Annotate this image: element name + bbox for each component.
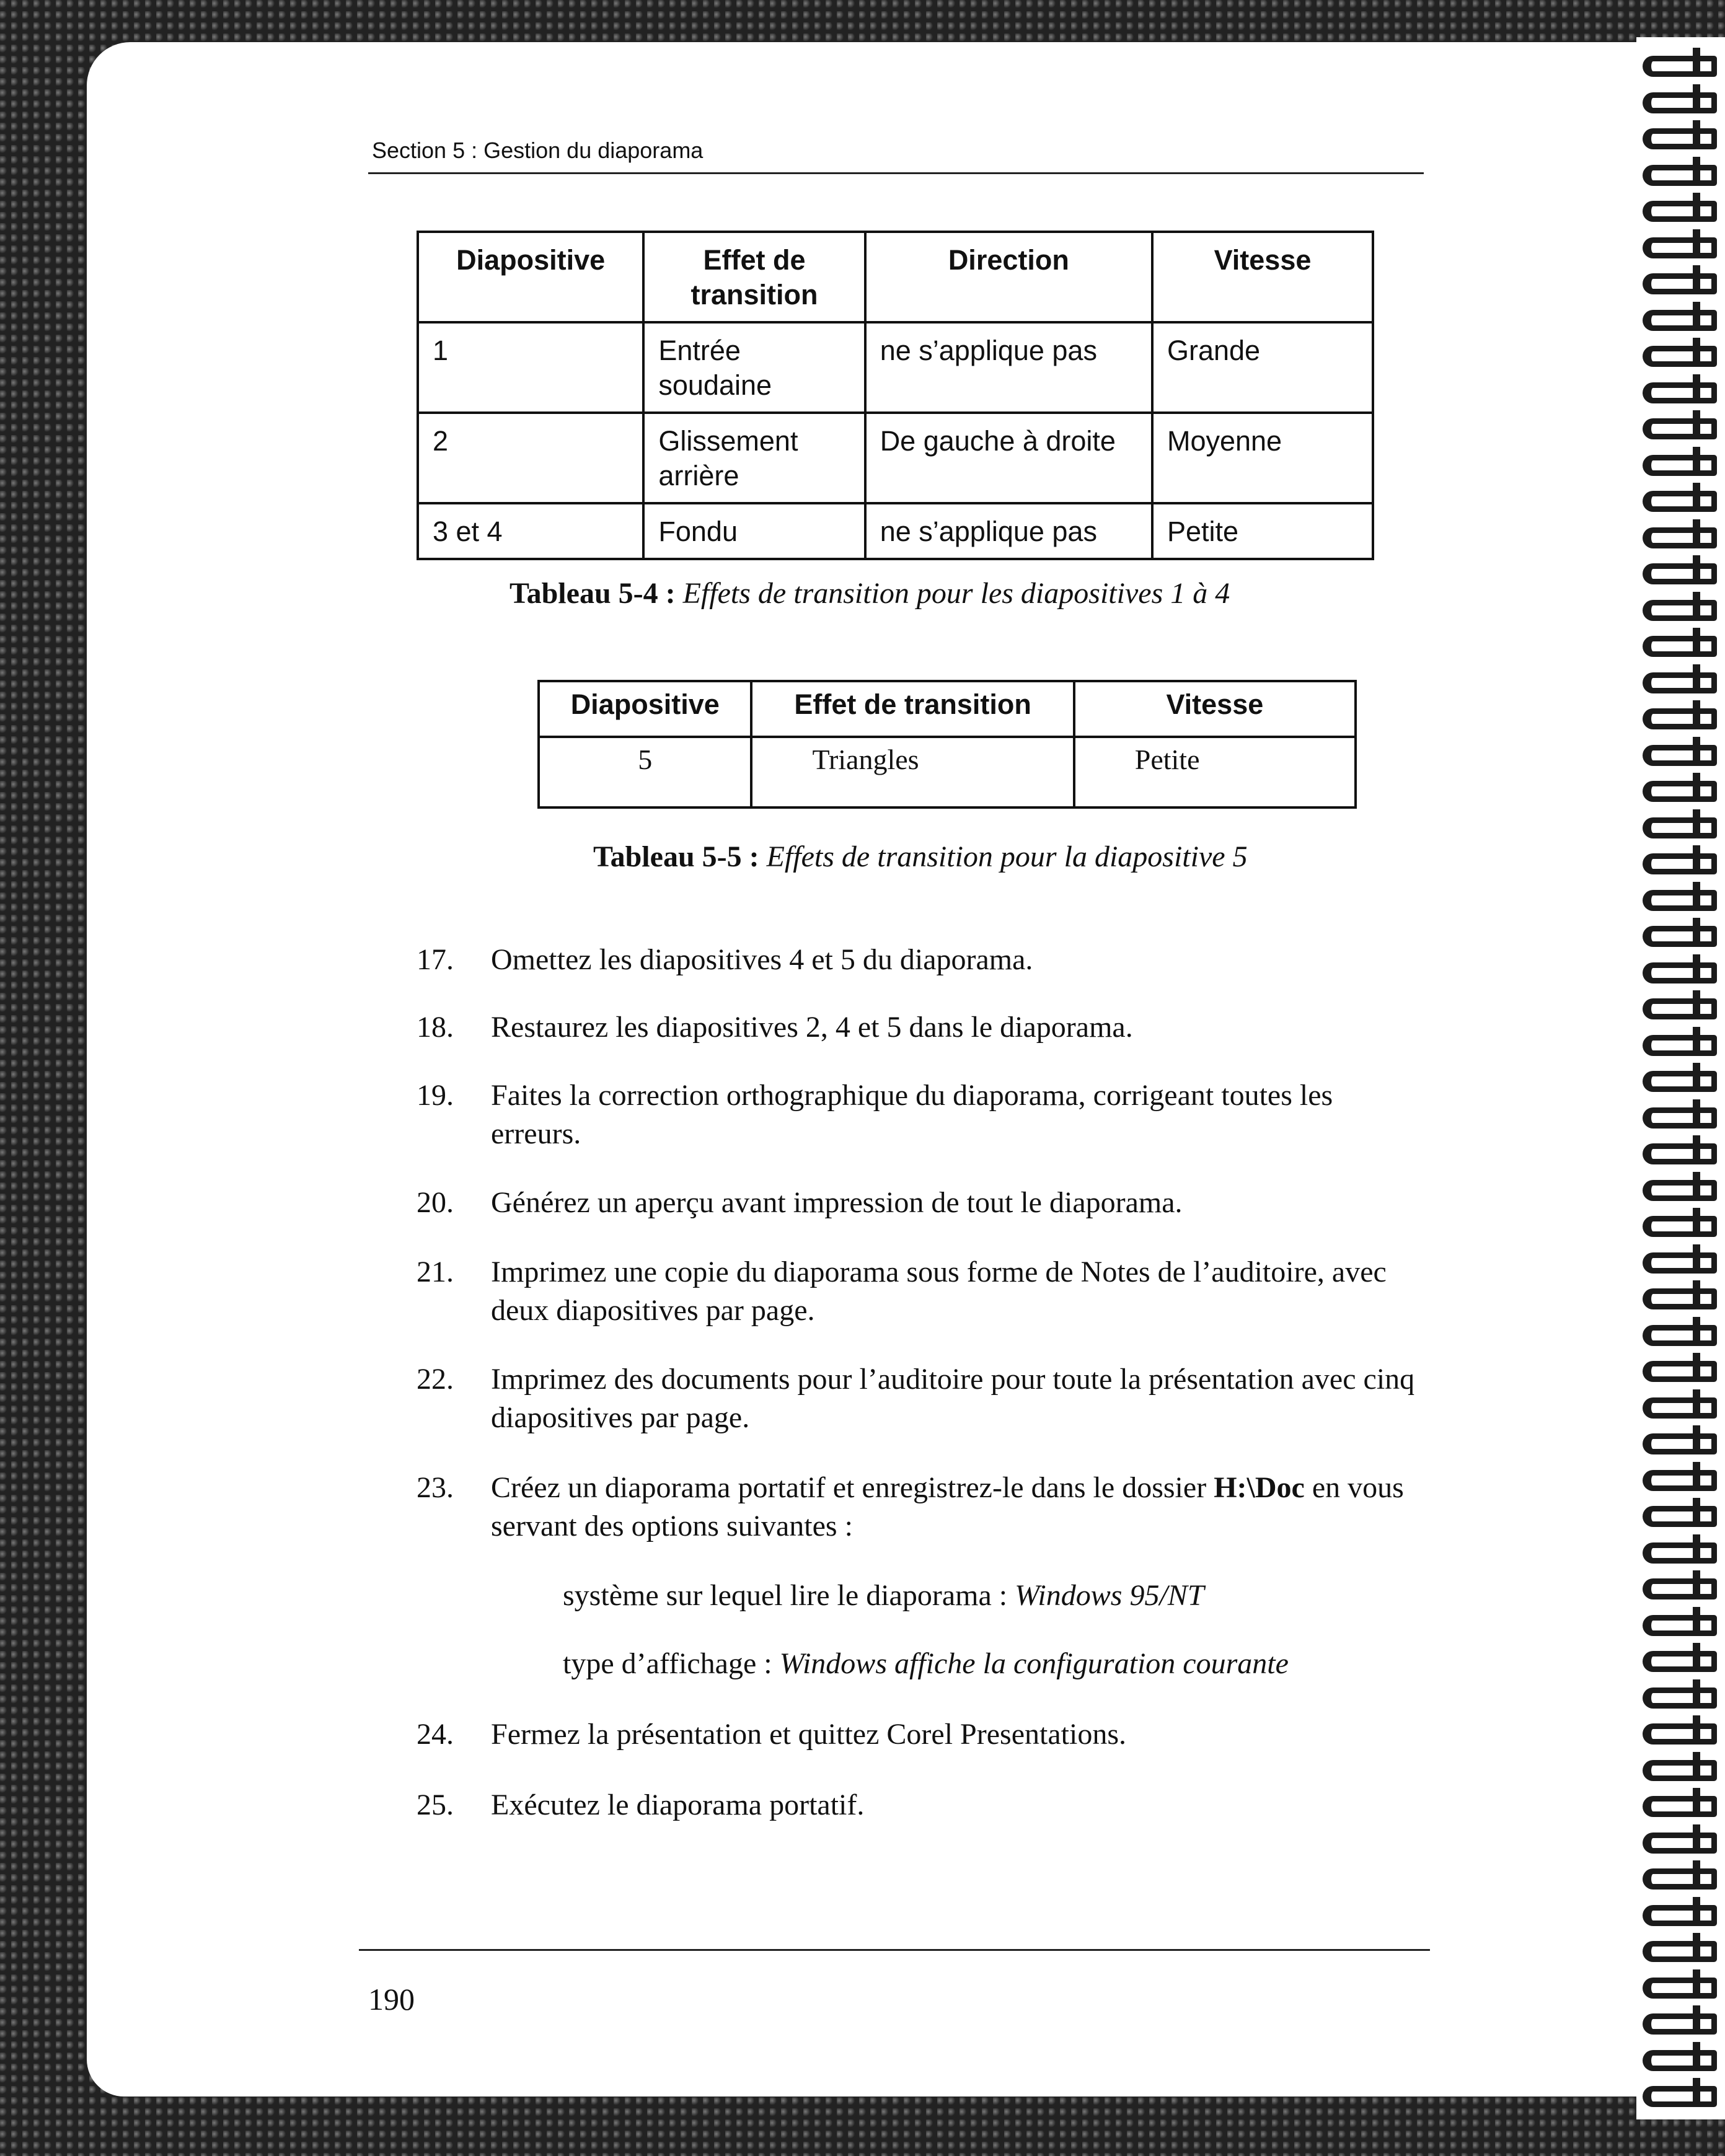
binding-coil: [1643, 310, 1717, 331]
binding-coil: [1643, 1470, 1717, 1491]
binding-coil: [1643, 1542, 1717, 1564]
binding-coil: [1643, 745, 1717, 766]
binding-coil: [1643, 455, 1717, 476]
table-cell: Triangles: [751, 737, 1074, 807]
binding-coil: [1643, 1905, 1717, 1926]
binding-coil: [1643, 1071, 1717, 1092]
table-row: [539, 737, 1356, 807]
binding-coil: [1643, 1180, 1717, 1201]
binding-coil: [1643, 165, 1717, 186]
step-number: 18.: [417, 1011, 454, 1044]
table-row: [418, 322, 1373, 413]
step-text: Restaurez les diapositives 2, 4 et 5 dans le diaporama.: [491, 1011, 1133, 1044]
step-text: Fermez la présentation et quittez Corel Presentations.: [491, 1718, 1127, 1751]
binding-coil: [1643, 418, 1717, 439]
table-cell: Petite: [1152, 503, 1373, 559]
table-cell: Moyenne: [1152, 413, 1373, 503]
binding-coil: [1643, 1723, 1717, 1745]
table-cell: Petite: [1074, 737, 1356, 807]
binding-coil: [1643, 346, 1717, 367]
binding-coil: [1643, 527, 1717, 548]
binding-coil: [1643, 1506, 1717, 1527]
caption-label: Tableau 5-4 :: [510, 577, 676, 610]
table-row: [418, 503, 1373, 559]
step-text-part: Créez un diaporama portatif et enregistrez-le dans le dossier: [491, 1471, 1214, 1504]
table-cell: 1: [418, 322, 643, 413]
binding-coil: [1643, 636, 1717, 657]
table-cell: Entrée soudaine: [643, 322, 865, 413]
step-text: Imprimez des documents pour l’auditoire pour toute la présentation avec cinq diapositives par page.: [491, 1363, 1415, 1434]
step-text: [491, 1469, 1421, 1546]
binding-coil: [1643, 1833, 1717, 1854]
binding-coil: [1643, 781, 1717, 802]
section-header: Section 5 : Gestion du diaporama: [372, 138, 704, 163]
binding-coil: [1643, 563, 1717, 584]
step-text: Imprimez une copie du diaporama sous forme de Notes de l’auditoire, avec deux diapositives par page.: [491, 1256, 1387, 1327]
caption-label: Tableau 5-5 :: [593, 840, 759, 873]
option-label: système sur lequel lire le diaporama :: [563, 1579, 1015, 1612]
binding-coil: [1643, 201, 1717, 222]
spiral-binding: [1636, 37, 1725, 2119]
column-header: Diapositive: [418, 232, 643, 322]
binding-coil: [1643, 1035, 1717, 1056]
option-line: [563, 1647, 1289, 1681]
binding-coil: [1643, 600, 1717, 621]
table-cell: 2: [418, 413, 643, 503]
table-caption-2: [593, 840, 1248, 874]
column-header: Vitesse: [1152, 232, 1373, 322]
step-number: 19.: [417, 1079, 454, 1112]
transition-table-2: [537, 680, 1357, 809]
table-cell: Glissement arrière: [643, 413, 865, 503]
column-header: Vitesse: [1074, 681, 1356, 737]
column-header: Direction: [865, 232, 1152, 322]
binding-coil: [1643, 1325, 1717, 1346]
binding-coil: [1643, 382, 1717, 403]
table-cell: ne s’applique pas: [865, 322, 1152, 413]
binding-coil: [1643, 1868, 1717, 1890]
binding-coil: [1643, 92, 1717, 113]
binding-coil: [1643, 56, 1717, 77]
option-line: [563, 1578, 1204, 1613]
binding-coil: [1643, 1978, 1717, 1999]
table-header-row: [418, 232, 1373, 322]
step-text: Omettez les diapositives 4 et 5 du diaporama.: [491, 943, 1033, 976]
binding-coil: [1643, 1252, 1717, 1274]
step-number: 20.: [417, 1186, 454, 1219]
footer-rule: [359, 1949, 1430, 1951]
option-value: Windows affiche la configuration courante: [779, 1647, 1289, 1680]
step-number: 21.: [417, 1256, 454, 1288]
binding-coil: [1643, 1578, 1717, 1599]
column-header: Effet de transition: [643, 232, 865, 322]
caption-text: Effets de transition pour les diapositives 1 à 4: [682, 577, 1230, 610]
binding-coil: [1643, 853, 1717, 874]
transition-table-1: [417, 231, 1374, 560]
table-row: [418, 413, 1373, 503]
table-cell: ne s’applique pas: [865, 503, 1152, 559]
binding-coil: [1643, 2050, 1717, 2071]
binding-coil: [1643, 998, 1717, 1019]
binding-coil: [1643, 2013, 1717, 2035]
step-text: Exécutez le diaporama portatif.: [491, 1789, 865, 1821]
binding-coil: [1643, 273, 1717, 294]
binding-coil: [1643, 890, 1717, 911]
binding-coil: [1643, 962, 1717, 983]
step-number: 17.: [417, 943, 454, 976]
binding-coil: [1643, 1796, 1717, 1817]
binding-coil: [1643, 491, 1717, 512]
column-header: Effet de transition: [751, 681, 1074, 737]
folder-path: H:\Doc: [1214, 1471, 1305, 1504]
step-text-part: en vous servant des options suivantes :: [491, 1471, 1404, 1542]
option-value: Windows 95/NT: [1015, 1579, 1204, 1612]
table-caption-1: [510, 576, 1230, 610]
option-label: type d’affichage :: [563, 1647, 780, 1680]
binding-coil: [1643, 1687, 1717, 1709]
binding-coil: [1643, 1216, 1717, 1237]
caption-text: Effets de transition pour la diapositive 5: [766, 840, 1248, 873]
step-number: 24.: [417, 1718, 454, 1751]
step-number: 25.: [417, 1789, 454, 1821]
binding-coil: [1643, 1760, 1717, 1781]
binding-coil: [1643, 672, 1717, 693]
table-header-row: [539, 681, 1356, 737]
binding-coil: [1643, 1433, 1717, 1454]
binding-coil: [1643, 817, 1717, 838]
binding-coil: [1643, 1288, 1717, 1309]
binding-coil: [1643, 1941, 1717, 1962]
step-number: 23.: [417, 1471, 454, 1504]
binding-coil: [1643, 1397, 1717, 1419]
column-header: Diapositive: [539, 681, 751, 737]
binding-coil: [1643, 128, 1717, 149]
binding-coil: [1643, 1107, 1717, 1129]
page-number: 190: [368, 1982, 415, 2017]
binding-coil: [1643, 2086, 1717, 2107]
binding-coil: [1643, 237, 1717, 258]
step-text: Faites la correction orthographique du diaporama, corrigeant toutes les erreurs.: [491, 1079, 1333, 1150]
binding-coil: [1643, 708, 1717, 729]
binding-coil: [1643, 1361, 1717, 1382]
header-rule: [368, 172, 1424, 174]
table-cell: Fondu: [643, 503, 865, 559]
table-cell: De gauche à droite: [865, 413, 1152, 503]
step-number: 22.: [417, 1363, 454, 1396]
table-cell: 3 et 4: [418, 503, 643, 559]
binding-coil: [1643, 1143, 1717, 1164]
table-cell: Grande: [1152, 322, 1373, 413]
table-cell: 5: [539, 737, 751, 807]
binding-coil: [1643, 1651, 1717, 1672]
binding-coil: [1643, 926, 1717, 947]
step-text: Générez un aperçu avant impression de tout le diaporama.: [491, 1186, 1183, 1219]
binding-coil: [1643, 1615, 1717, 1636]
